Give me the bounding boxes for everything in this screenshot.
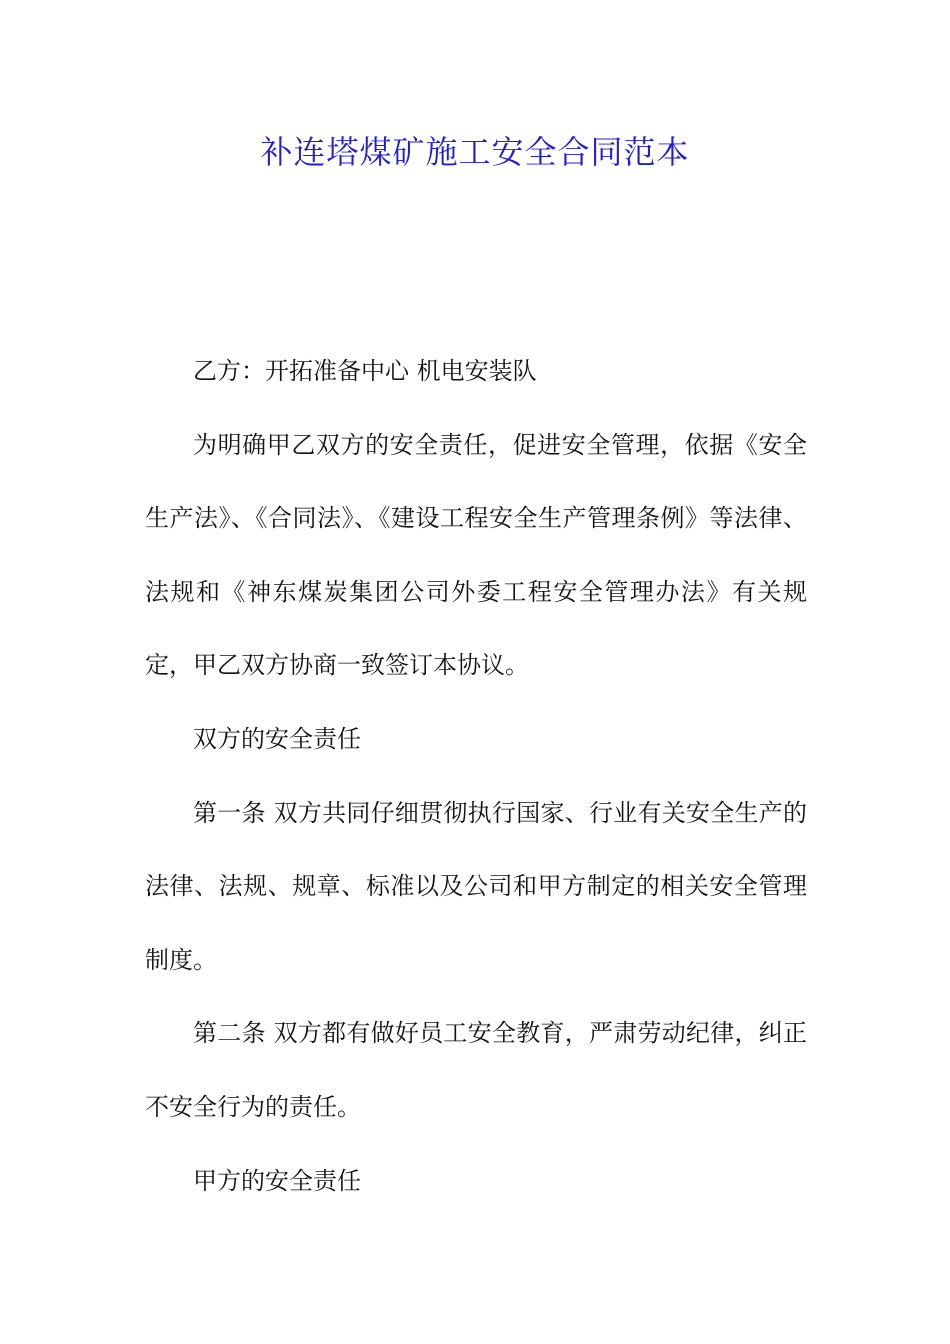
preamble-paragraph: 为明确甲乙双方的安全责任，促进安全管理，依据《安全生产法》、《合同法》、《建设工程安全生产管理条例》等法律、法规和《神东煤炭集团公司外委工程安全管理办法》有关规定，甲乙双方协商一致签订本协议。 (145, 430, 807, 680)
article-one: 第一条 双方共同仔细贯彻执行国家、行业有关安全生产的法律、法规、规章、标准以及公司和甲方制定的相关安全管理制度。 (145, 798, 807, 974)
document-title: 补连塔煤矿施工安全合同范本 (260, 133, 690, 171)
party-b-line: 乙方：开拓准备中心 机电安装队 (193, 357, 537, 385)
section-heading-party-a: 甲方的安全责任 (193, 1166, 361, 1195)
section-heading-mutual: 双方的安全责任 (193, 724, 361, 753)
article-two: 第二条 双方都有做好员工安全教育，严肃劳动纪律，纠正不安全行为的责任。 (145, 1019, 807, 1121)
document-body (145, 335, 807, 1218)
